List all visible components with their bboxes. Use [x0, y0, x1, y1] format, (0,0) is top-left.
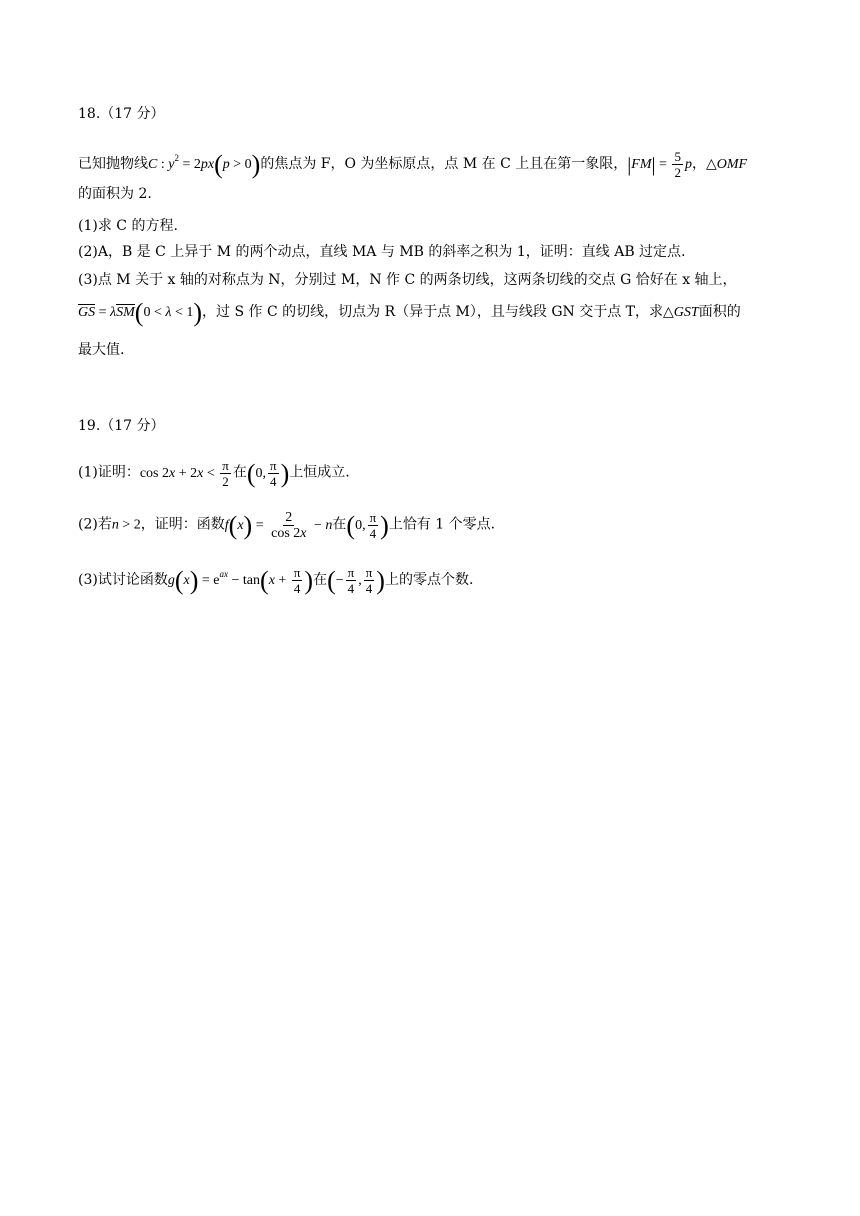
- part-3-text-b: ，过 S 作 C 的切线，切点为 R（异于点 M），且与线段 GN 交于点 T，求: [202, 304, 664, 320]
- part-1-text-a: (1)证明：: [78, 464, 140, 481]
- question-18-part-3-line-2: [78, 297, 741, 327]
- question-19-part-3: [78, 564, 473, 596]
- interval-3: (− $\frac{\pi}{4}$ , $\frac{\pi}{4}$ ): [327, 565, 385, 597]
- question-18-stem-line-1: [78, 148, 747, 180]
- function-g-formula: $g(x) = e^{ax} - \tan(x$ + $\frac{\pi}{4}$ ): [167, 565, 314, 597]
- part-1-text-c: 上恒成立.: [289, 464, 350, 481]
- condition-formula: n > 2: [111, 517, 141, 533]
- part-2-text-a: (2)若: [78, 516, 112, 533]
- parabola-formula: C : $y^2 = 2px(p > 0)$: [148, 149, 261, 179]
- part-2-text-d: 上恰有 1 个零点.: [388, 516, 496, 533]
- part-3-text-b: 在: [313, 572, 328, 588]
- part-3-text-a: (3)试讨论函数: [78, 572, 168, 588]
- question-18-stem-line-2: 的面积为 2.: [78, 186, 152, 202]
- function-f-formula: f(x) = $\frac{2}{\cos 2x}$ − n: [224, 510, 333, 541]
- vector-formula: GS = λSM(0 < λ < 1): [78, 297, 203, 327]
- question-18-part-3-line-3: 最大值.: [78, 342, 125, 358]
- question-18-part-3-line-1: (3)点 M 关于 x 轴的对称点为 N，分别过 M，N 作 C 的两条切线，这两条切线的交点 G 恰好在 x 轴上，: [78, 272, 737, 288]
- part-3-text-c: 上的零点个数.: [384, 572, 474, 588]
- question-19-part-2: [78, 510, 495, 541]
- question-18-part-2: (2)A，B 是 C 上异于 M 的两个动点，直线 MA 与 MB 的斜率之积为 1，证明：直线 AB 过定点.: [78, 244, 686, 260]
- interval-2: (0, $\frac{\pi}{4}$ ): [346, 510, 389, 541]
- question-19: [78, 416, 788, 606]
- interval-1: (0, $\frac{\pi}{4}$ ): [246, 458, 290, 489]
- question-18-part-1: (1)求 C 的方程.: [78, 218, 178, 234]
- part-2-text-b: ，证明：函数: [140, 516, 225, 533]
- part-2-text-c: 在: [332, 516, 347, 533]
- part-1-text-b: 在: [232, 464, 247, 481]
- question-19-part-1: [78, 458, 350, 489]
- part-3-text-c: 面积的: [698, 304, 741, 320]
- triangle-omf: △OMF: [705, 157, 748, 172]
- question-19-header: 19.（17 分）: [78, 418, 165, 434]
- stem-text-b: 的焦点为 F，O 为坐标原点，点 M 在 C 上且在第一象限，: [260, 156, 628, 172]
- triangle-gst: △GST: [663, 305, 699, 320]
- question-18-header: 18.（17 分）: [78, 106, 165, 122]
- question-18: [78, 104, 788, 364]
- fm-formula: |FM| = $\frac{5}{2}$ p: [627, 149, 692, 181]
- inequality-formula: cos 2x + 2x < $\frac{\pi}{2}$: [139, 458, 229, 489]
- stem-text-c: ，: [691, 156, 706, 172]
- stem-text-a: 已知抛物线: [78, 156, 148, 172]
